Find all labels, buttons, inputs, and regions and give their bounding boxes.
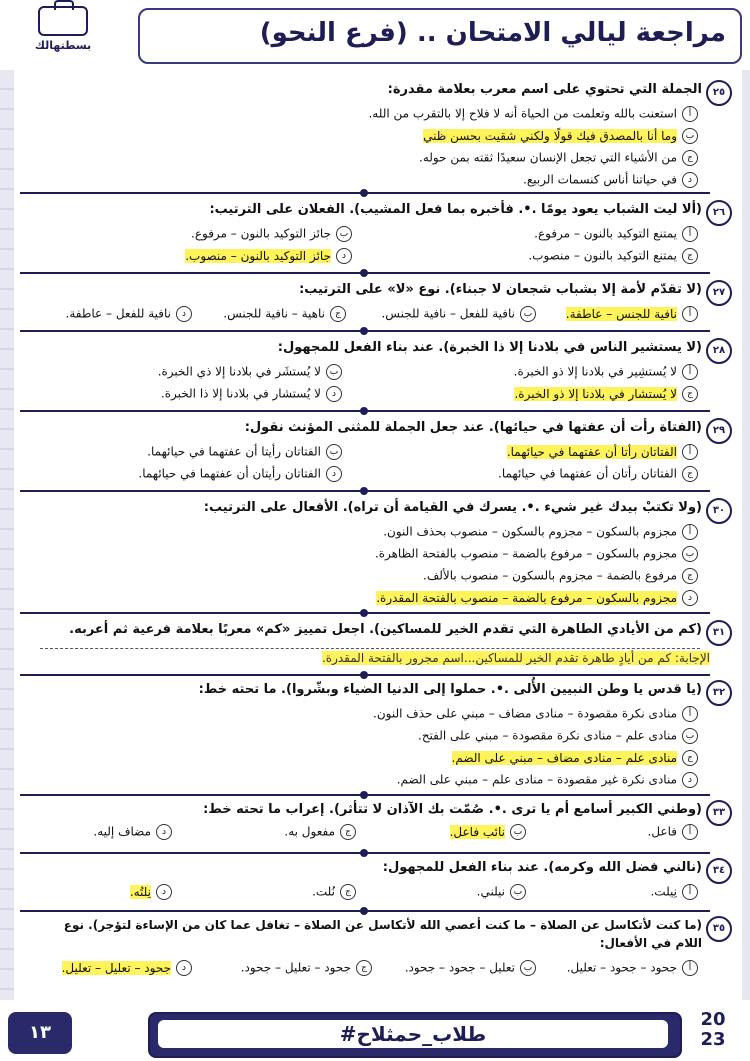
option-letter: د (682, 172, 698, 188)
option-a[interactable] (567, 960, 698, 976)
footer-banner (148, 1012, 682, 1058)
option-text: نِيلت. (650, 884, 677, 899)
option-text: جحود – جحود – تعليل. (566, 960, 677, 975)
option-letter: ج (682, 568, 698, 584)
option-text: نافية للفعل – عاطفة. (65, 306, 171, 321)
question-27 (20, 280, 732, 326)
option-letter: د (176, 306, 192, 322)
option-letter: أ (682, 444, 698, 460)
option-b[interactable] (418, 728, 698, 744)
option-letter: ب (520, 960, 536, 976)
option-text: لا يُستشِير في بلادنا إلا ذو الخبرة. (513, 364, 677, 379)
brand-logo (18, 6, 108, 60)
option-text-highlighted: نِلتُه. (129, 884, 151, 899)
option-b[interactable] (477, 884, 526, 900)
option-b[interactable] (381, 306, 536, 322)
answer-highlighted: الإجابة: كم من أيادٍ طاهرة تقدم الخير للمساكين...اسم مجرور بالفتحة المقدرة. (321, 651, 710, 665)
option-letter: ب (510, 884, 526, 900)
option-letter: د (176, 960, 192, 976)
option-text: الفتاتان رأيتان أن عفتهما في حيائهما. (138, 466, 321, 481)
option-letter: د (682, 590, 698, 606)
option-text: لا يُستشَر في بلادنا إلا ذي الخبرة. (157, 364, 321, 379)
option-text: مجزوم بالسكون – مجزوم بالسكون – منصوب بحذف النون. (383, 524, 677, 539)
option-text: لا يُستشار في بلادنا إلا ذا الخبرة. (160, 386, 321, 401)
option-letter: د (336, 248, 352, 264)
option-d[interactable] (66, 306, 193, 322)
option-letter: ب (326, 444, 342, 460)
divider (20, 410, 710, 412)
right-border-decoration (742, 70, 750, 1000)
option-text-highlighted: منادى علم – منادى مضاف – مبني على الضم. (451, 750, 677, 765)
option-letter: ج (330, 306, 346, 322)
option-c[interactable] (514, 386, 698, 402)
option-b[interactable] (147, 444, 342, 460)
option-text: مضاف إليه. (93, 824, 151, 839)
question-number: ٢٦ (706, 200, 732, 226)
option-text-highlighted: نائب فاعل. (449, 824, 505, 839)
option-text: الفتاتان رأتان أن عفتهما في حيائهما. (498, 466, 677, 481)
divider (20, 272, 710, 274)
option-text: فاعل. (647, 824, 677, 839)
question-text: الجملة التي تحتوي على اسم معرب بعلامة مقدرة: (387, 82, 702, 97)
divider (20, 910, 710, 912)
option-c[interactable] (223, 306, 346, 322)
option-text-highlighted: نافية للجنس – عاطفة. (565, 306, 677, 321)
option-text: استعنت بالله وتعلمت من الحياة أنه لا فلاح إلا بالتقرب من الله. (368, 106, 677, 121)
option-letter: ج (682, 386, 698, 402)
option-text: يمتنع التوكيد بالنون – منصوب. (528, 248, 677, 263)
left-border-decoration (0, 70, 14, 1000)
option-b[interactable] (158, 364, 342, 380)
option-text: في حياتنا أناس كنسمات الربيع. (523, 172, 677, 187)
question-text: (ما كنت لأتكاسل عن الصلاة – ما كنت أعصي الله لأتكاسل عن الصلاة – تغافل عما كان من الإساءة لتؤجر). نوع (63, 918, 702, 932)
logo-text: بسطتهالك (34, 39, 92, 52)
option-letter: د (326, 466, 342, 482)
option-b[interactable] (191, 226, 352, 242)
question-26 (20, 200, 732, 266)
option-b[interactable] (450, 824, 526, 840)
option-letter: ب (336, 226, 352, 242)
option-letter: د (156, 824, 172, 840)
question-29 (20, 418, 732, 484)
option-text-highlighted: جحود – تعليل – تعليل. (61, 960, 171, 975)
option-letter: أ (682, 824, 698, 840)
footer-hashtag: #طلاب_حمثلاح (158, 1020, 668, 1048)
question-number: ٢٥ (706, 80, 732, 106)
question-28 (20, 338, 732, 404)
option-c[interactable] (241, 960, 372, 976)
option-text-highlighted: الفتاتان رأتا أن عفتهما في حيائهما. (506, 444, 677, 459)
option-letter: أ (682, 884, 698, 900)
option-text: يمتنع التوكيد بالنون – مرفوع. (534, 226, 677, 241)
option-letter: ج (356, 960, 372, 976)
option-text: نُلت. (312, 884, 335, 899)
option-text: جائز التوكيد بالنون – مرفوع. (191, 226, 331, 241)
question-number: ٣٢ (706, 680, 732, 706)
option-text: مفعول به. (284, 824, 335, 839)
option-text-highlighted: مجزوم بالسكون – مرفوع بالضمة – منصوب بالفتحة المقدرة. (376, 590, 677, 605)
option-letter: د (326, 386, 342, 402)
question-33 (20, 800, 732, 846)
option-d[interactable] (523, 172, 698, 188)
question-text: (لا يستشير الناس في بلادنا إلا ذا الخبرة). عند بناء الفعل للمجهول: (277, 340, 702, 355)
divider (20, 490, 710, 492)
divider (20, 852, 710, 854)
option-letter: أ (682, 364, 698, 380)
question-number: ٣٠ (706, 498, 732, 524)
question-number: ٢٩ (706, 418, 732, 444)
question-text-continued: اللام في الأفعال: (599, 936, 702, 950)
answer-text (322, 651, 710, 665)
question-text: (ولا تكتبْ بيدك غير شيء .•. يسرك في القيامة أن تراه). الأفعال على الترتيب: (203, 500, 702, 515)
option-b[interactable] (405, 960, 536, 976)
option-d[interactable] (62, 960, 192, 976)
option-a[interactable] (534, 226, 698, 242)
option-d[interactable] (93, 824, 172, 840)
option-d[interactable] (138, 466, 342, 482)
question-number: ٣٤ (706, 858, 732, 884)
option-letter: أ (682, 106, 698, 122)
option-letter: ج (682, 248, 698, 264)
option-text: الفتاتان رأيتا أن عفتهما في حيائهما. (147, 444, 321, 459)
option-letter: أ (682, 226, 698, 242)
option-a[interactable] (368, 106, 698, 122)
question-text: (يا قدس يا وطن النبيين الأُلى .•. حملوا إلى الدنيا الضياء وبشّروا). ما تحته خط: (198, 682, 702, 697)
header-banner (138, 8, 742, 64)
option-letter: ب (520, 306, 536, 322)
option-a[interactable] (566, 306, 698, 322)
divider (20, 192, 710, 194)
question-number: ٣٥ (706, 916, 732, 942)
question-text: (كم من الأيادي الطاهرة التي تقدم الخير للمساكين). اجعل تمييز «كم» معربًا بعلامة فرعية ثم أعربه. (69, 622, 702, 637)
answer-line (40, 648, 700, 649)
option-b[interactable] (375, 546, 698, 562)
question-number: ٢٧ (706, 280, 732, 306)
option-text: مجزوم بالسكون – مرفوع بالضمة – منصوب بالفتحة الظاهرة. (374, 546, 677, 561)
option-letter: ب (510, 824, 526, 840)
option-c[interactable] (312, 884, 356, 900)
option-text: منادى نكرة غير مقصودة – منادى علم – مبني على الضم. (396, 772, 677, 787)
option-c[interactable] (498, 466, 698, 482)
option-letter: ب (682, 728, 698, 744)
option-letter: أ (682, 524, 698, 540)
option-letter: د (682, 772, 698, 788)
option-d[interactable] (185, 248, 352, 264)
page-number: ١٣ (8, 1012, 72, 1054)
option-a[interactable] (650, 884, 698, 900)
option-letter: ج (682, 466, 698, 482)
page-title: مراجعة ليالي الامتحان .. (فرع النحو) (259, 18, 726, 48)
option-letter: ج (682, 150, 698, 166)
option-text: نافية للفعل – نافية للجنس. (381, 306, 515, 321)
option-b[interactable] (423, 128, 698, 144)
year-bottom: 23 (700, 1029, 726, 1050)
briefcase-icon (38, 6, 88, 36)
option-letter: ب (682, 546, 698, 562)
option-letter: ج (340, 824, 356, 840)
option-c[interactable] (528, 248, 698, 264)
option-letter: ج (340, 884, 356, 900)
option-letter: ب (326, 364, 342, 380)
divider (20, 330, 710, 332)
option-c[interactable] (284, 824, 356, 840)
option-a[interactable] (373, 706, 698, 722)
option-text: ناهية – نافية للجنس. (223, 306, 325, 321)
option-d[interactable] (161, 386, 342, 402)
option-a[interactable] (648, 824, 698, 840)
option-d[interactable] (397, 772, 698, 788)
option-letter: ج (682, 750, 698, 766)
question-25 (20, 80, 732, 190)
question-text: (وطني الكبير أسامع أم يا ترى .•. صُمّت بك الآذان لا تتأثر). إعراب ما تحته خط: (203, 802, 702, 817)
year-badge (686, 1010, 740, 1056)
option-text: تعليل – جحود – جحود. (404, 960, 515, 975)
question-text: (الفتاة رأت أن عفتها في حيائها). عند جعل الجملة للمثنى المؤنث نقول: (244, 420, 702, 435)
question-34 (20, 858, 732, 904)
question-35 (20, 916, 732, 986)
option-letter: أ (682, 706, 698, 722)
year-top: 20 (700, 1009, 726, 1030)
option-text: نيلني. (476, 884, 505, 899)
option-letter: د (156, 884, 172, 900)
option-text: منادى علم – منادى نكرة مقصودة – مبني على الفتح. (418, 728, 677, 743)
divider (20, 674, 710, 676)
option-c[interactable] (419, 150, 698, 166)
option-text: منادى نكرة مقصودة – منادى مضاف – مبني على حذف النون. (373, 706, 677, 721)
option-text-highlighted: وما أنا بالمصدق فيك قولًا ولكني شقيت بحسن ظني (423, 128, 677, 143)
question-text: (نالني فضل الله وكرمه). عند بناء الفعل للمجهول: (382, 860, 702, 875)
question-32 (20, 680, 732, 790)
option-text: من الأشياء التي تجعل الإنسان سعيدًا ثقته بمن حوله. (419, 150, 677, 165)
question-text: (ألا ليت الشباب يعود يومًا .•. فأخبره بما فعل المشيب). الفعلان على الترتيب: (209, 202, 702, 217)
option-d[interactable] (130, 884, 172, 900)
option-text-highlighted: لا يُستشار في بلادنا إلا ذو الخبرة. (514, 386, 677, 401)
option-letter: أ (682, 960, 698, 976)
question-number: ٣٣ (706, 800, 732, 826)
option-letter: أ (682, 306, 698, 322)
option-text: جحود – تعليل – جحود. (240, 960, 351, 975)
question-30 (20, 498, 732, 608)
option-letter: ب (682, 128, 698, 144)
option-a[interactable] (383, 524, 698, 540)
question-text: (لا تقدّم لأمة إلا بشباب شجعان لا جبناء). نوع «لا» على الترتيب: (299, 282, 702, 297)
option-a[interactable] (507, 444, 698, 460)
divider (20, 794, 710, 796)
question-number: ٣١ (706, 620, 732, 646)
option-text: مرفوع بالضمة – مجزوم بالسكون – منصوب بالألف. (423, 568, 677, 583)
option-text-highlighted: جائز التوكيد بالنون – منصوب. (185, 248, 331, 263)
question-number: ٢٨ (706, 338, 732, 364)
option-c[interactable] (423, 568, 698, 584)
option-c[interactable] (452, 750, 698, 766)
option-d[interactable] (376, 590, 698, 606)
option-a[interactable] (514, 364, 698, 380)
divider (20, 612, 710, 614)
